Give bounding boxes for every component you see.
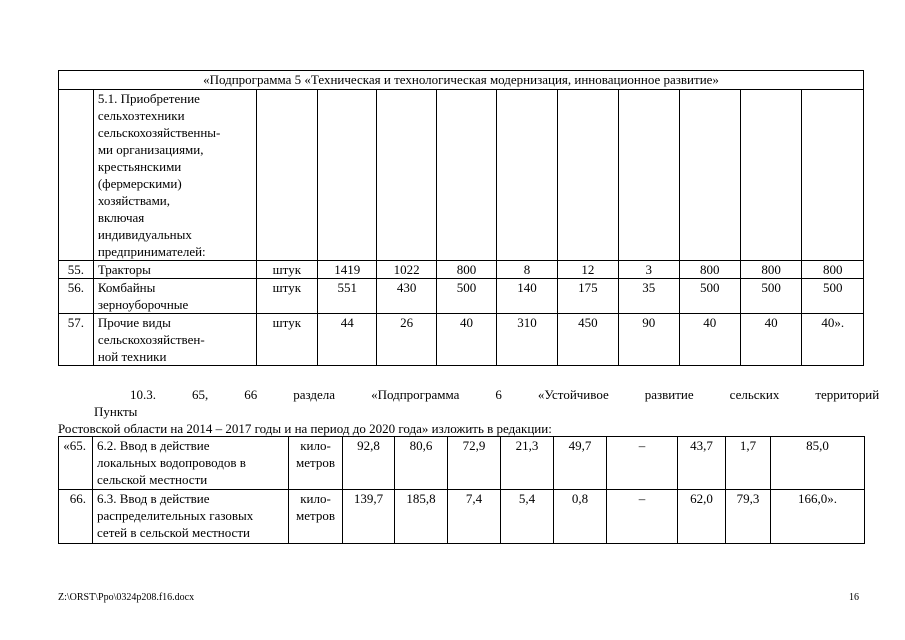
value-cell: 43,7	[678, 437, 726, 490]
section-heading-cell: 5.1. Приобретение сельхозтехники сельскохозяйственны- ми организациями, крестьянскими (фермерскими) хозяйствами, включая индивидуальных предпринимателей:	[93, 90, 256, 261]
value-cell: 40».	[802, 314, 864, 366]
value-cell: 40	[740, 314, 801, 366]
page-number: 16	[849, 592, 859, 603]
value-cell: –	[607, 490, 678, 544]
amendment-paragraph	[58, 386, 880, 437]
table-row	[59, 437, 865, 490]
value-cell: 72,9	[448, 437, 501, 490]
subprogram-6-table	[58, 436, 865, 544]
paragraph-line-2: Ростовской области на 2014 – 2017 годы и на период до 2020 года» изложить в редакции:	[58, 421, 552, 436]
value-cell: 3	[619, 261, 679, 279]
value-cell: 500	[740, 279, 801, 314]
value-cell: 80,6	[395, 437, 448, 490]
value-cell: 166,0».	[771, 490, 865, 544]
value-cell: 430	[377, 279, 436, 314]
paragraph-line-1: 10.3. Пункты 65, 66 раздела «Подпрограмма 6 «Устойчивое развитие сельских территорий	[94, 387, 880, 419]
row-unit: штук	[256, 261, 317, 279]
value-cell: 12	[557, 261, 618, 279]
row-unit: штук	[256, 279, 317, 314]
table-row	[59, 314, 864, 366]
value-cell: 140	[497, 279, 557, 314]
value-cell: 800	[740, 261, 801, 279]
value-cell: 1022	[377, 261, 436, 279]
row-unit: кило- метров	[289, 437, 343, 490]
value-cell: 90	[619, 314, 679, 366]
table-row	[59, 279, 864, 314]
value-cell: 800	[802, 261, 864, 279]
value-cell: 92,8	[343, 437, 395, 490]
value-cell: 40	[679, 314, 740, 366]
value-cell: 500	[802, 279, 864, 314]
value-cell: 310	[497, 314, 557, 366]
value-cell: 500	[436, 279, 496, 314]
value-cell: 5,4	[501, 490, 554, 544]
value-cell: 551	[318, 279, 377, 314]
value-cell: 175	[557, 279, 618, 314]
value-cell: 800	[436, 261, 496, 279]
row-name: 6.2. Ввод в действие локальных водопроводов в сельской местности	[93, 437, 289, 490]
value-cell: 500	[679, 279, 740, 314]
table-row	[59, 261, 864, 279]
row-unit: штук	[256, 314, 317, 366]
value-cell: 40	[436, 314, 496, 366]
table-row	[59, 490, 865, 544]
value-cell: 450	[557, 314, 618, 366]
value-cell: 800	[679, 261, 740, 279]
row-number: 55.	[59, 261, 94, 279]
row-unit: кило- метров	[289, 490, 343, 544]
subprogram-5-table	[58, 70, 864, 366]
value-cell: 79,3	[726, 490, 771, 544]
subprogram-title: «Подпрограмма 5 «Техническая и технологическая модернизация, инновационное развитие»	[59, 71, 864, 90]
row-number: «65.	[59, 437, 93, 490]
value-cell: 0,8	[554, 490, 607, 544]
row-name: 6.3. Ввод в действие распределительных газовых сетей в сельской местности	[93, 490, 289, 544]
row-number: 57.	[59, 314, 94, 366]
value-cell: 139,7	[343, 490, 395, 544]
value-cell: –	[607, 437, 678, 490]
row-number: 66.	[59, 490, 93, 544]
value-cell: 1419	[318, 261, 377, 279]
value-cell: 7,4	[448, 490, 501, 544]
value-cell: 8	[497, 261, 557, 279]
num-cell	[59, 90, 94, 261]
value-cell: 21,3	[501, 437, 554, 490]
row-name: Тракторы	[93, 261, 256, 279]
row-number: 56.	[59, 279, 94, 314]
file-path-footer: Z:\ORST\Ppo\0324p208.f16.docx	[58, 592, 195, 603]
value-cell: 26	[377, 314, 436, 366]
value-cell: 49,7	[554, 437, 607, 490]
value-cell: 85,0	[771, 437, 865, 490]
row-name: Комбайны зерноуборочные	[93, 279, 256, 314]
value-cell: 44	[318, 314, 377, 366]
value-cell: 35	[619, 279, 679, 314]
value-cell: 62,0	[678, 490, 726, 544]
value-cell: 1,7	[726, 437, 771, 490]
value-cell: 185,8	[395, 490, 448, 544]
row-name: Прочие виды сельскохозяйствен- ной техники	[93, 314, 256, 366]
